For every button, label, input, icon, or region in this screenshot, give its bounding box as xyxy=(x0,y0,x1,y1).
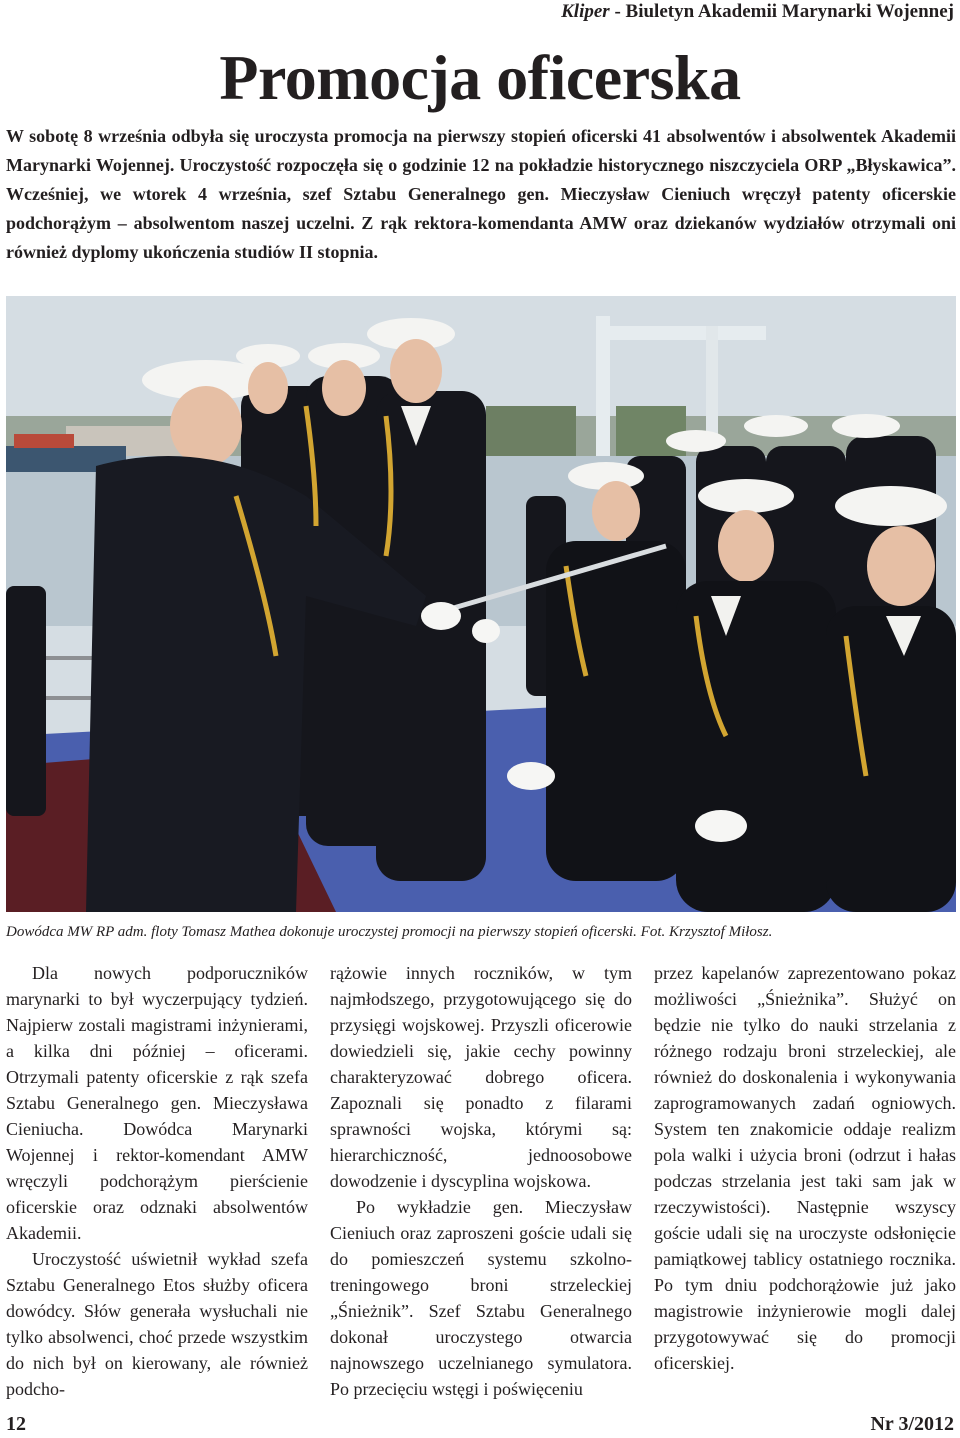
paragraph: przez kapelanów zaprezentowano pokaz możliwości „Śnieżnika”. Służyć on będzie nie tylko do nauki strzelania z różnego rodzaju broni strzeleckiej, ale również do doskonalenia i wykonywania zaprogramowanych zadań ogniowych. System ten znakomicie oddaje realizm pola walki i użycia broni (odrzut i hałas podczas strzelania jest taki sam jak w rzeczywistości). Następnie wszyscy goście udali się na uroczyste odsłonięcie pamiątkowej tablicy ostatniego rocznika. Po tym dniu podchorążowie już jako magistrowie inżynierowie mogli dalej przygotowywać się do promocji oficerskiej. xyxy=(654,963,956,1373)
magazine-subtitle: Biuletyn Akademii Marynarki Wojennej xyxy=(625,1,954,22)
header-separator: - xyxy=(609,1,626,22)
photo-caption: Dowódca MW RP adm. floty Tomasz Mathea dokonuje uroczystej promocji na pierwszy stopień oficerski. Fot. Krzysztof Miłosz. xyxy=(6,924,773,940)
body-column-3 xyxy=(654,960,956,1405)
magazine-name: Kliper xyxy=(561,1,610,22)
paragraph: Uroczystość uświetnił wykład szefa Sztabu Generalnego Etos służby oficera dowódcy. Słów generała wysłuchali nie tylko absolwenci, choć przede wszystkim do nich był on kierowany, ale również podcho- xyxy=(6,1249,308,1399)
running-header xyxy=(400,0,954,24)
paragraph: Dla nowych podporuczników marynarki to był wyczerpujący tydzień. Najpierw zostali magistrami inżynierami, a kilka dni później – oficerami. Otrzymali patenty oficerskie z rąk szefa Sztabu Generalnego gen. Mieczysława Cieniucha. Dowódca Marynarki Wojennej i rektor-komendant AMW wręczyli podchorążym pierścienie oficerskie oraz odznaki absolwentów Akademii. xyxy=(6,963,308,1243)
article-body xyxy=(6,960,956,1405)
paragraph: Po wykładzie gen. Mieczysław Cieniuch oraz zaproszeni goście udali się do pomieszczeń systemu szkolno-treningowego broni strzeleckiej „Śnieżnik”. Szef Sztabu Generalnego dokonał uroczystego otwarcia najnowszego uczelnianego symulatora. Po przecięciu wstęgi i poświęceniu xyxy=(330,1197,632,1399)
body-column-1 xyxy=(6,960,308,1405)
page-number: 12 xyxy=(6,1413,26,1435)
issue-number: Nr 3/2012 xyxy=(870,1413,954,1435)
article-lead: W sobotę 8 września odbyła się uroczysta promocja na pierwszy stopień oficerski 41 absolwentów i absolwentek Akademii Marynarki Wojennej. Uroczystość rozpoczęła się o godzinie 12 na pokładzie historycznego niszczyciela ORP „Błyskawica”. Wcześniej, we wtorek 4 września, szef Sztabu Generalnego gen. Mieczysław Cieniuch wręczył patenty oficerskie podchorążym – absolwentom naszej uczelni. Z rąk rektora-komendanta AMW oraz dziekanów wydziałów otrzymali oni również dyplomy ukończenia studiów II stopnia. xyxy=(6,126,956,262)
body-column-2 xyxy=(330,960,632,1405)
article-title: Promocja oficerska xyxy=(219,42,741,113)
ceremony-photo xyxy=(6,296,956,912)
paragraph: rążowie innych roczników, w tym najmłodszego, przygotowującego się do przysięgi wojskowej. Przyszli oficerowie dowiedzieli się, jakie cechy powinny charakteryzować dobrego oficera. Zapoznali się ponadto z filarami sprawności wojska, którymi są: hierarchiczność, jednoosobowe dowodzenie i dyscyplina wojskowa. xyxy=(330,963,632,1191)
